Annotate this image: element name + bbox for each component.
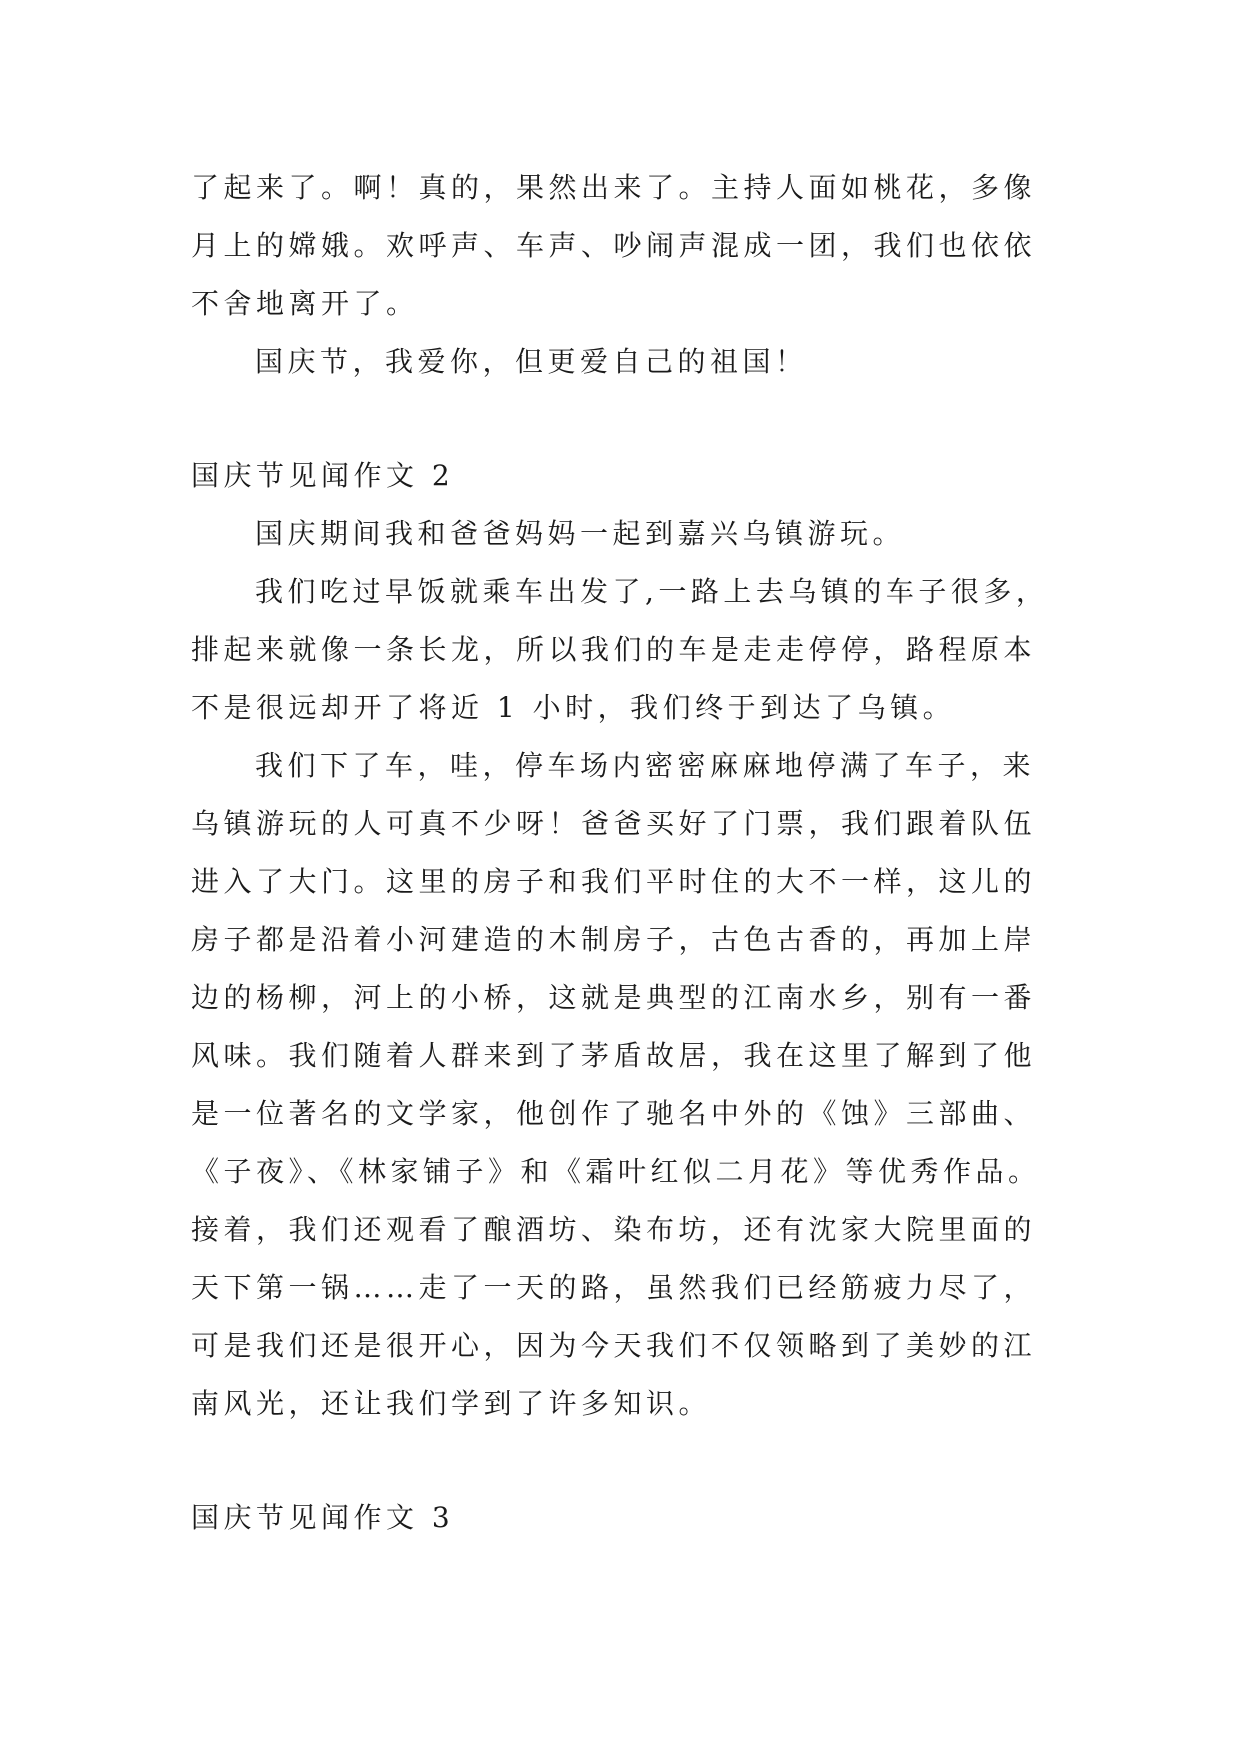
paragraph-line: 《子夜》、《林家铺子》和《霜叶红似二月花》等优秀作品。 [191,1155,1041,1188]
paragraph-line: 天下第一锅……走了一天的路，虽然我们已经筋疲力尽了， [191,1271,1037,1304]
text-line: 月上的嫦娥。欢呼声、车声、吵闹声混成一团，我们也依依 [191,229,1037,262]
paragraph-line: 不是很远却开了将近 1 小时，我们终于到达了乌镇。 [191,691,956,724]
closing-paragraph: 国庆节，我爱你，但更爱自己的祖国！ [255,345,808,378]
paragraph-line: 边的杨柳，河上的小桥，这就是典型的江南水乡，别有一番 [191,981,1037,1014]
paragraph-line: 风味。我们随着人群来到了茅盾故居，我在这里了解到了他 [191,1039,1037,1072]
paragraph-line: 我们吃过早饭就乘车出发了,一路上去乌镇的车子很多， [255,575,1049,608]
paragraph-line: 排起来就像一条长龙，所以我们的车是走走停停，路程原本 [191,633,1037,666]
text-line: 了起来了。啊！真的，果然出来了。主持人面如桃花，多像 [191,171,1037,204]
text-line: 不舍地离开了。 [191,287,419,320]
paragraph-line: 南风光，还让我们学到了许多知识。 [191,1387,712,1420]
section-heading-3: 国庆节见闻作文 3 [191,1501,455,1534]
paragraph-line: 接着，我们还观看了酿酒坊、染布坊，还有沈家大院里面的 [191,1213,1037,1246]
paragraph-line: 是一位著名的文学家，他创作了驰名中外的《蚀》三部曲、 [191,1097,1037,1130]
paragraph-line: 国庆期间我和爸爸妈妈一起到嘉兴乌镇游玩。 [255,517,906,550]
paragraph-line: 乌镇游玩的人可真不少呀！爸爸买好了门票，我们跟着队伍 [191,807,1037,840]
section-heading-2: 国庆节见闻作文 2 [191,459,455,492]
paragraph-line: 我们下了车，哇，停车场内密密麻麻地停满了车子，来 [255,749,1036,782]
paragraph-line: 可是我们还是很开心，因为今天我们不仅领略到了美妙的江 [191,1329,1037,1362]
paragraph-line: 房子都是沿着小河建造的木制房子，古色古香的，再加上岸 [191,923,1037,956]
paragraph-line: 进入了大门。这里的房子和我们平时住的大不一样，这儿的 [191,865,1037,898]
